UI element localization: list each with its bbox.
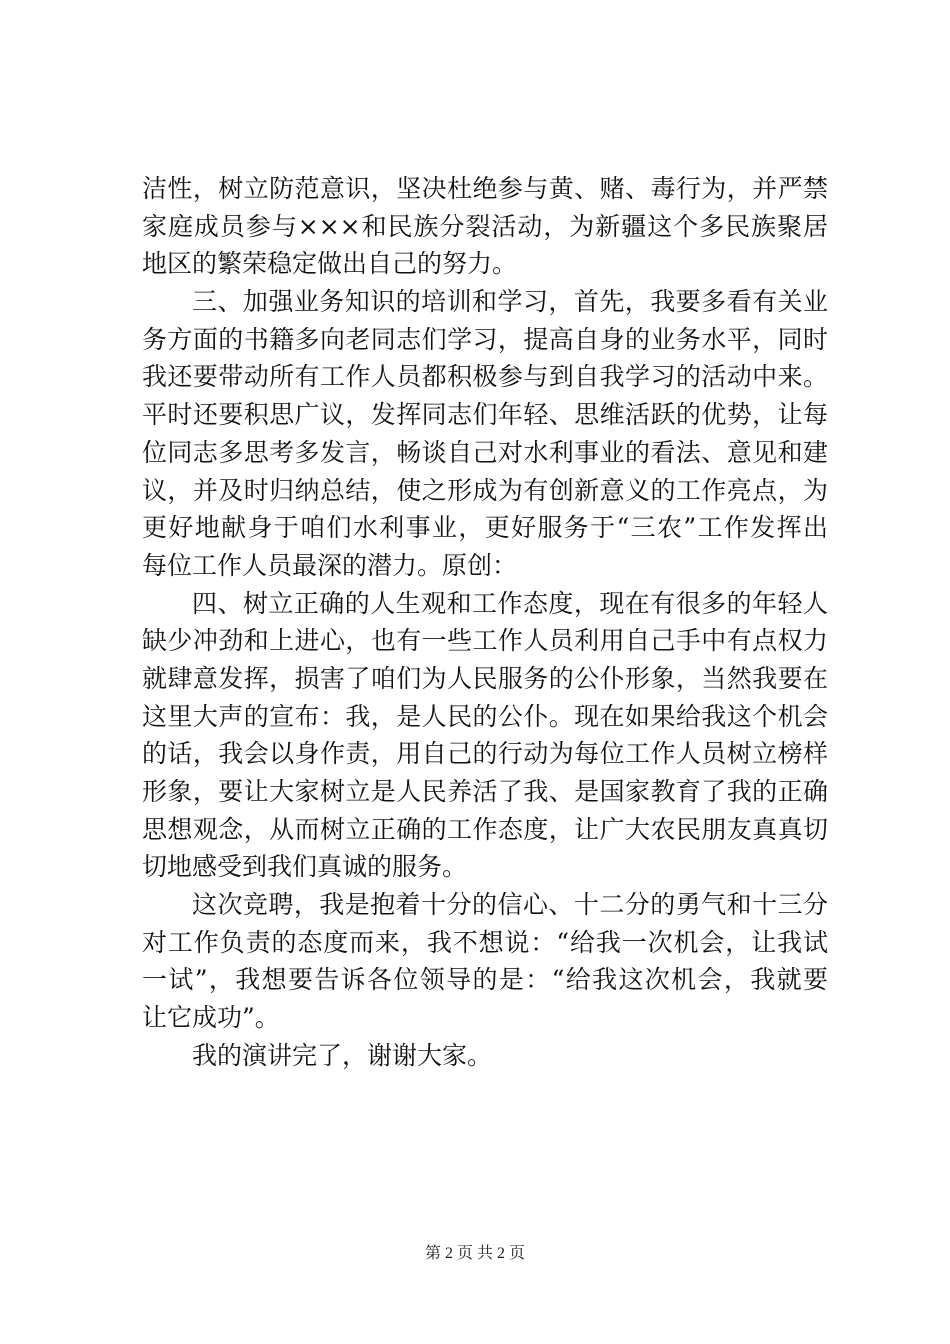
text-line: 就肆意发挥，损害了咱们为人民服务的公仆形象，当然我要在 [142,663,828,693]
text-line: 我还要带动所有工作人员都积极参与到自我学习的活动中来。 [142,362,828,392]
text-line: 地区的繁荣稳定做出自己的努力。 [142,249,518,279]
text-line: 平时还要积思广议，发挥同志们年轻、思维活跃的优势，让每 [142,400,828,430]
text-line: 一试”，我想要告诉各位领导的是：“给我这次机会，我就要 [142,965,828,995]
text-line: 形象，要让大家树立是人民养活了我、是国家教育了我的正确 [142,777,828,806]
text-line: 缺少冲劲和上进心，也有一些工作人员利用自己手中有点权力 [142,626,828,656]
text-line: 我的演讲完了，谢谢大家。 [192,1040,493,1070]
body-text [142,170,828,1075]
text-line: 思想观念，从而树立正确的工作态度，让广大农民朋友真真切 [142,814,828,844]
text-line: 对工作负责的态度而来，我不想说：“给我一次机会，让我试 [142,927,828,957]
text-line: 洁性，树立防范意识，坚决杜绝参与黄、赌、毒行为，并严禁 [142,174,828,203]
text-line: 务方面的书籍多向老同志们学习，提高自身的业务水平，同时 [142,324,828,354]
text-line: 议，并及时归纳总结，使之形成为有创新意义的工作亮点，为 [142,475,828,505]
text-line: 的话，我会以身作责，用自己的行动为每位工作人员树立榜样 [142,739,828,769]
page-number-footer: 第 2 页 共 2 页 [424,1245,525,1262]
text-line: 家庭成员参与×××和民族分裂活动，为新疆这个多民族聚居 [142,211,828,241]
text-line: 让它成功”。 [142,1003,280,1033]
text-line: 这里大声的宣布：我，是人民的公仆。现在如果给我这个机会 [142,701,828,731]
text-line: 四、树立正确的人生观和工作态度，现在有很多的年轻人 [192,588,828,618]
text-line: 每位工作人员最深的潜力。原创： [142,550,518,580]
text-line: 切地感受到我们真诚的服务。 [142,852,468,882]
text-line: 位同志多思考多发言，畅谈自己对水利事业的看法、意见和建 [142,437,828,467]
text-line: 更好地献身于咱们水利事业，更好服务于“三农”工作发挥出 [142,513,828,543]
text-line: 三、加强业务知识的培训和学习，首先，我要多看有关业 [192,287,828,317]
text-line: 这次竞聘，我是抱着十分的信心、十二分的勇气和十三分 [192,890,828,920]
